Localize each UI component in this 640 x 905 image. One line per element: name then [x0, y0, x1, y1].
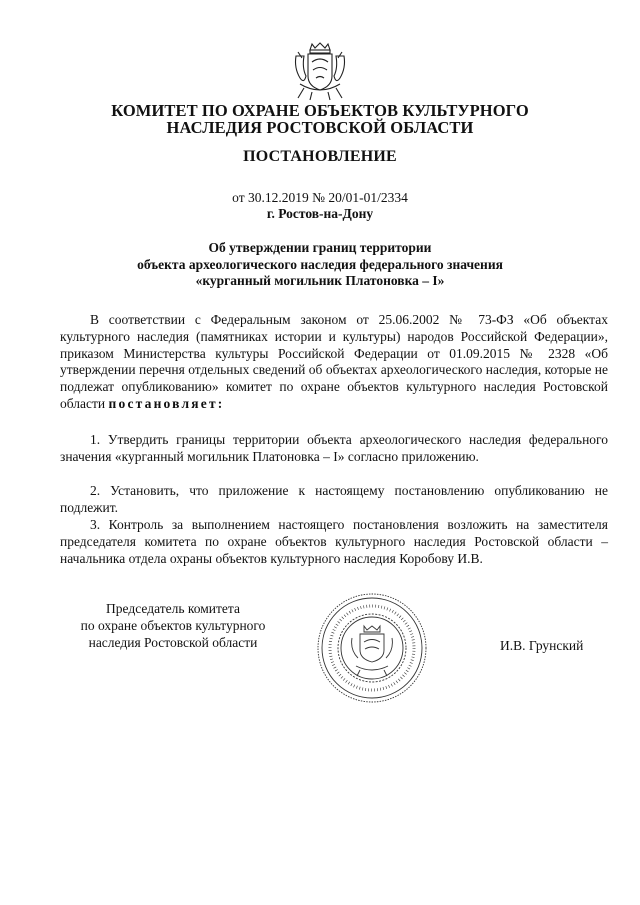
subject-line1: Об утверждении границ территории	[208, 240, 432, 255]
document-subject	[80, 240, 560, 290]
preamble-text: В соответствии с Федеральным законом от 25.06.2002 № 73-ФЗ «Об объектах культурного наследия (памятниках истории и культуры) народов Российской Федерации», приказом Министерства культуры Российской Федерации от 01.09.2015 № 2328 «Об утверждении перечня отдельных сведений об объектах археологического наследия, которые не подлежат опубликованию» комитет по охране объектов культурного наследия Ростовской области	[60, 312, 608, 411]
document-type: ПОСТАНОВЛЕНИЕ	[243, 148, 397, 165]
signatory-position-line3: наследия Ростовской области	[88, 635, 258, 650]
decree-word: постановляет:	[108, 395, 225, 411]
signatory-name: И.В. Грунский	[500, 638, 584, 653]
document-date-number: от 30.12.2019 № 20/01-01/2334	[232, 190, 408, 205]
preamble-paragraph	[60, 312, 608, 413]
decree-item-3: 3. Контроль за выполнением настоящего постановления возложить на заместителя председателя комитета по охране объектов культурного наследия Ростовской области – начальника отдела охраны объектов культурного наследия Коробову И.В.	[60, 517, 608, 566]
organization-name-line2: НАСЛЕДИЯ РОСТОВСКОЙ ОБЛАСТИ	[166, 118, 474, 137]
organization-name	[60, 102, 580, 136]
subject-line3: «курганный могильник Платоновка – I»	[195, 273, 445, 288]
decree-item-1: 1. Утвердить границы территории объекта археологического наследия федерального значения «курганный могильник Платоновка – I» согласно приложению.	[60, 432, 608, 464]
signatory-position	[60, 600, 286, 651]
coat-of-arms-icon	[290, 40, 350, 102]
signatory-position-line2: по охране объектов культурного	[80, 618, 266, 633]
decree-item-2: 2. Установить, что приложение к настоящему постановлению опубликованию не подлежит.	[60, 483, 608, 515]
signatory-position-line1: Председатель комитета	[106, 601, 240, 616]
organization-name-line1: КОМИТЕТ ПО ОХРАНЕ ОБЪЕКТОВ КУЛЬТУРНОГО	[111, 101, 529, 120]
document-city: г. Ростов-на-Дону	[266, 206, 374, 221]
subject-line2: объекта археологического наследия федерального значения	[137, 256, 503, 272]
official-seal-icon	[316, 592, 428, 704]
